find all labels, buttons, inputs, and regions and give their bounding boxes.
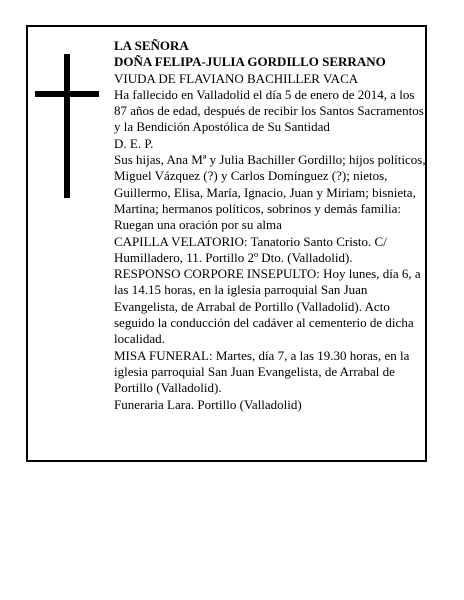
death-paragraph: Ha fallecido en Valladolid el día 5 de enero de 2014, a los 87 años de edad, después de recibir los Santos Sacramentos y la Bendición Apostólica de Su Santidad bbox=[114, 86, 424, 135]
responso-paragraph: RESPONSO CORPORE INSEPULTO: Hoy lunes, día 6, a las 14.15 horas, en la iglesia parroquial San Juan Evangelista, de Arrabal de Portillo (Valladolid). Acto seguido la conducción del cadáver al cementerio de dicha localidad. bbox=[114, 266, 421, 347]
family-paragraph: Sus hijas, Ana Mª y Julia Bachiller Gordillo; hijos políticos, Miguel Vázquez (?) y Carlos Domínguez (?); nietos, Guillermo, Elisa, María, Ignacio, Juan y Miriam; bisnieta, Martina; hermanos políticos, sobrinos y demás familia: bbox=[114, 152, 426, 216]
header-line-1: LA SEÑORA bbox=[114, 38, 189, 53]
obituary-text bbox=[114, 38, 426, 413]
cross-vertical-bar bbox=[64, 54, 70, 198]
widow-line: VIUDA DE FLAVIANO BACHILLER VACA bbox=[114, 70, 359, 86]
deceased-name: DOÑA FELIPA-JULIA GORDILLO SERRANO bbox=[114, 54, 386, 70]
cross-horizontal-bar bbox=[35, 91, 99, 97]
cross-icon bbox=[35, 54, 99, 198]
mass-paragraph: MISA FUNERAL: Martes, día 7, a las 19.30 horas, en la iglesia parroquial San Juan Evangelista, de Arrabal de Portillo (Valladolid). bbox=[114, 347, 410, 396]
funeral-home-line: Funeraria Lara. Portillo (Valladolid) bbox=[114, 396, 302, 412]
prayer-line: Ruegan una oración por su alma bbox=[114, 217, 282, 233]
rip-line: D. E. P. bbox=[114, 135, 154, 151]
chapel-paragraph: CAPILLA VELATORIO: Tanatorio Santo Cristo. C/ Humilladero, 11. Portillo 2º Dto. (Valladolid). bbox=[114, 233, 387, 265]
